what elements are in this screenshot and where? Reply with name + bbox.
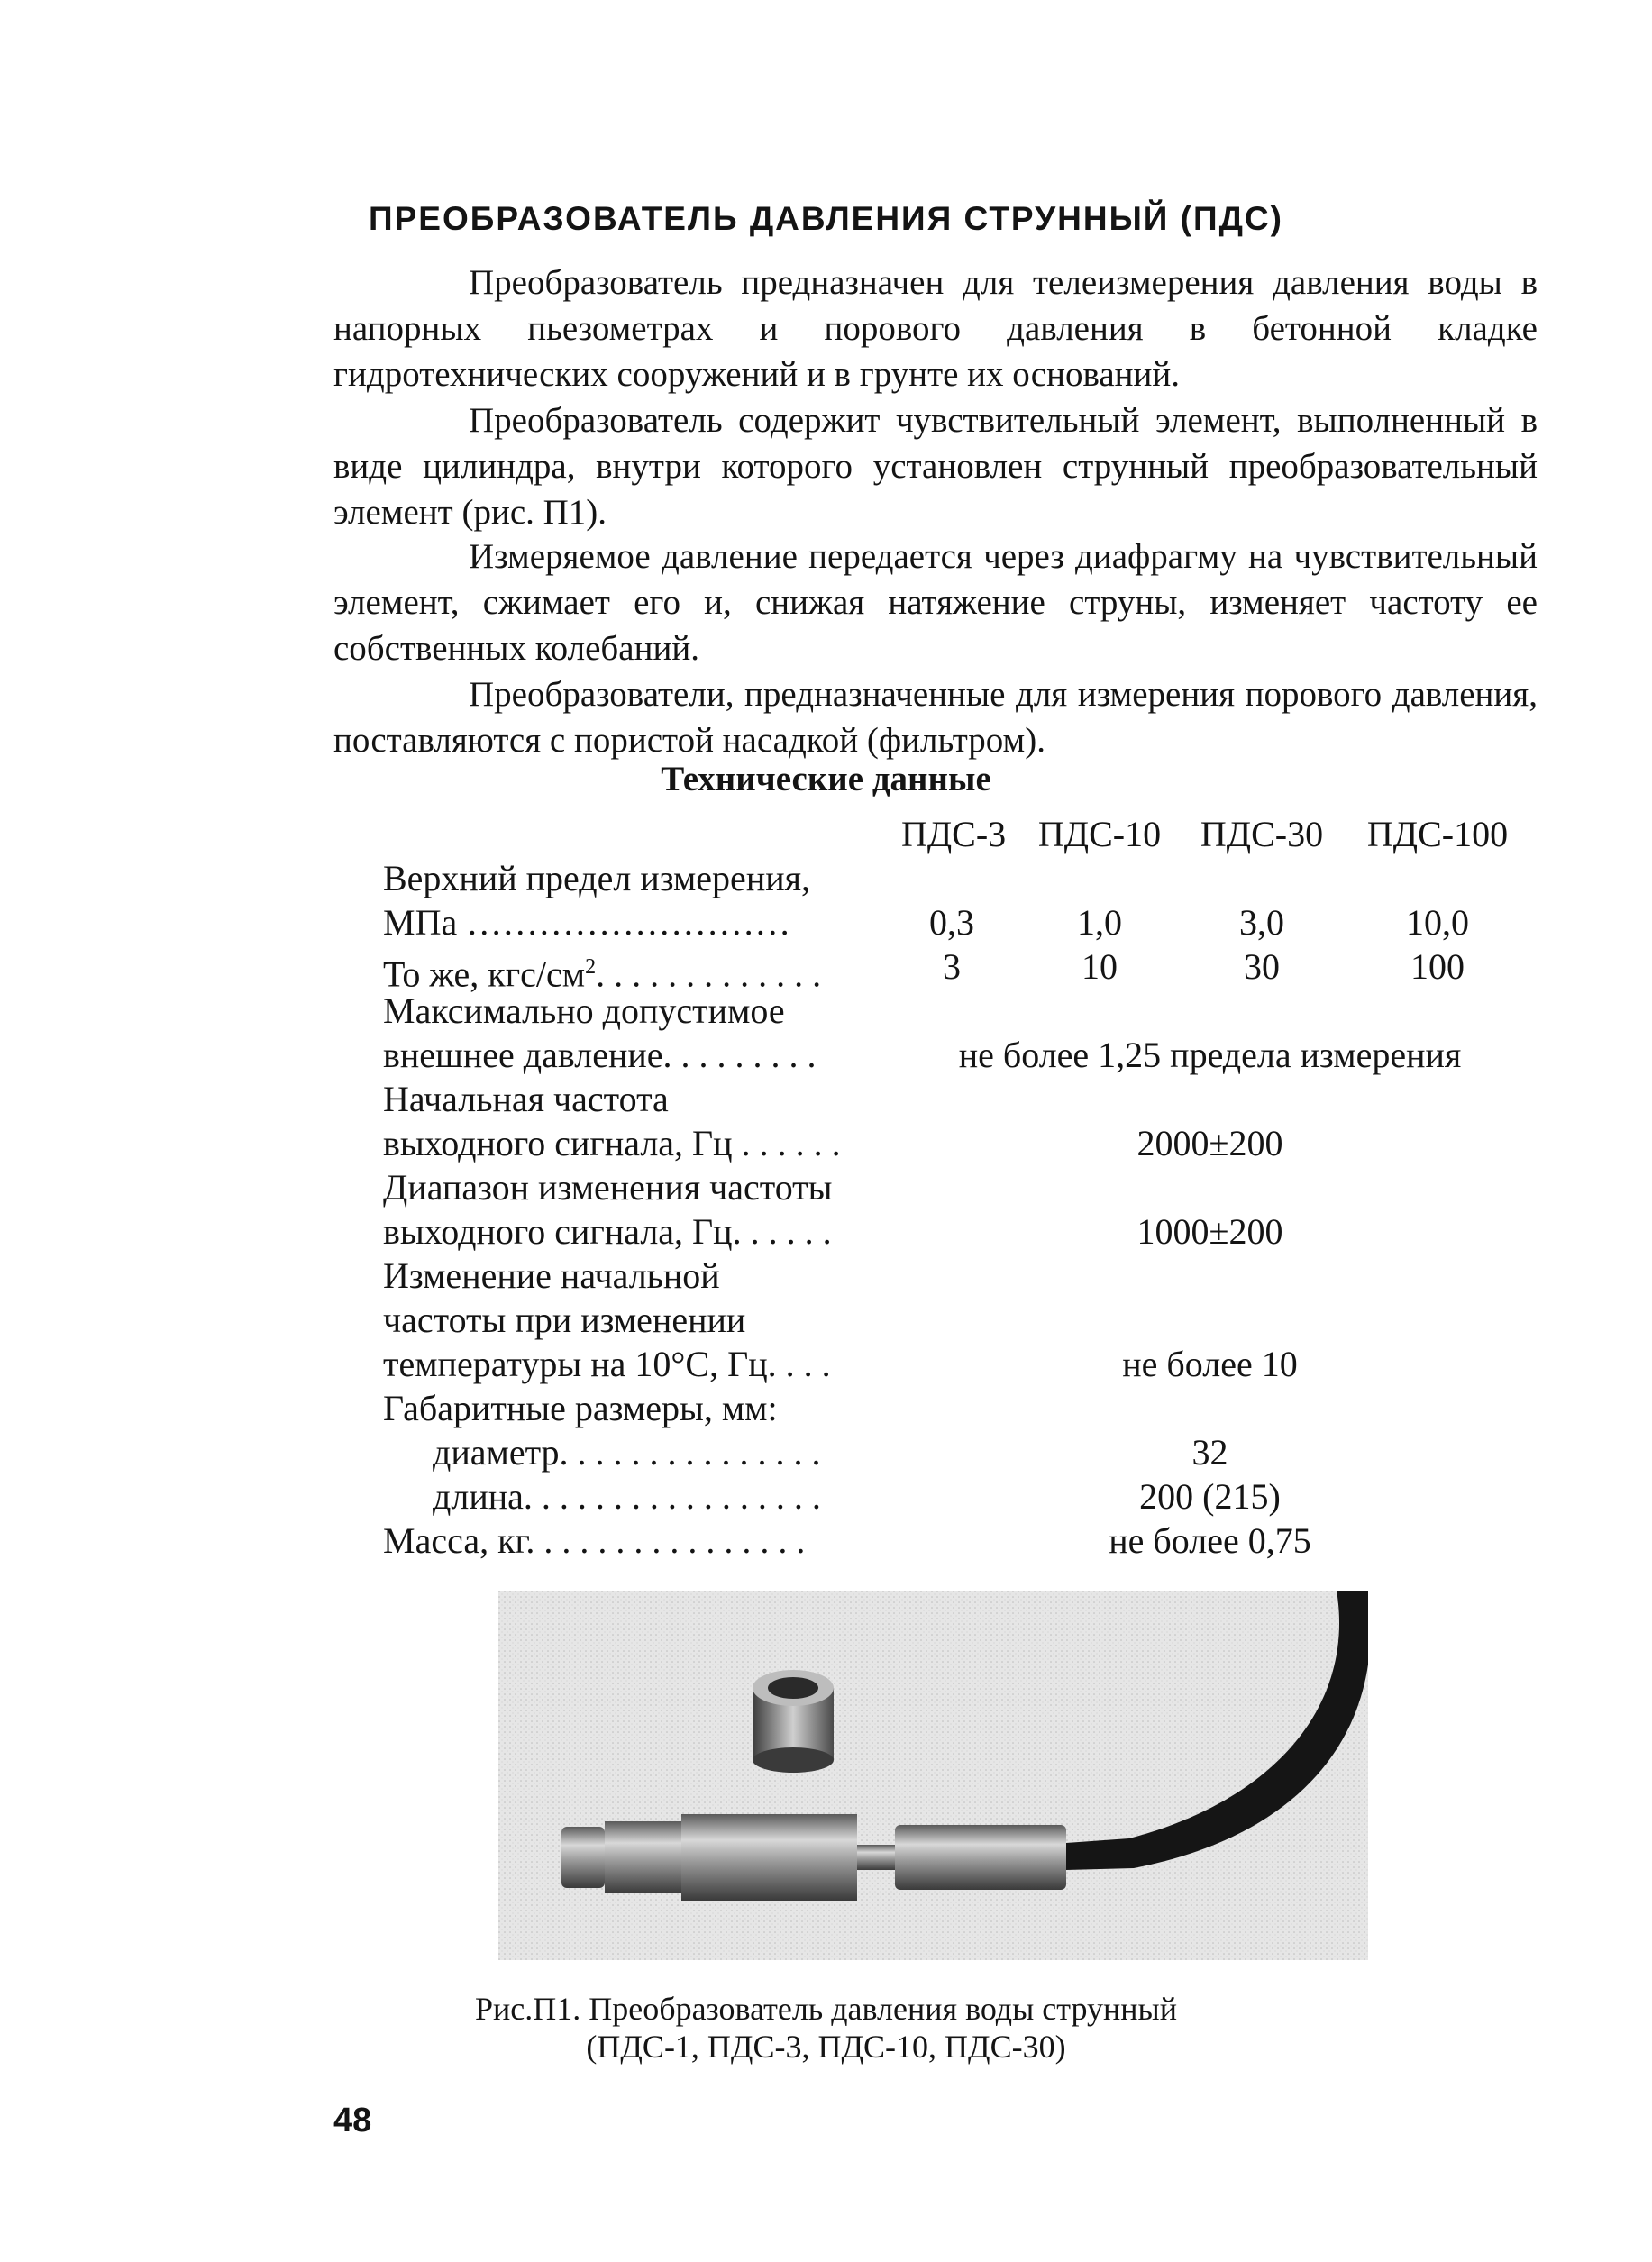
column-header: ПДС-3 xyxy=(901,814,1007,854)
page-title: ПРЕОБРАЗОВАТЕЛЬ ДАВЛЕНИЯ СТРУННЫЙ (ПДС) xyxy=(369,200,1283,237)
spec-label: То же, кгс/$см^2$. . . . . . . . . . . . . xyxy=(383,953,822,995)
spec-value: 3 xyxy=(943,946,961,987)
sensor-photo xyxy=(498,1591,1368,1960)
spec-label: МПа ……………………… xyxy=(383,902,791,943)
spec-value: 1000±200 xyxy=(1136,1211,1283,1252)
spec-label: длина. . . . . . . . . . . . . . . . . xyxy=(433,1476,821,1517)
spec-value: 10,0 xyxy=(1406,902,1469,943)
spec-label: Максимально допустимое xyxy=(383,990,785,1031)
spec-label: температуры на 10°С, Гц. . . . xyxy=(383,1344,831,1384)
spec-value: 10 xyxy=(1082,946,1118,987)
spec-value: 0,3 xyxy=(929,902,974,943)
figure-caption xyxy=(0,1990,1652,2066)
column-header: ПДС-100 xyxy=(1366,814,1509,854)
caption-line: Рис.П1. Преобразователь давления воды струнный xyxy=(475,1991,1177,2027)
paragraph-operation: Измеряемое давление передается через диафрагму на чувствительный элемент, сжимает его и, снижая натяжение струны, изменяет частоту ее собственных колебаний. xyxy=(333,537,1538,668)
column-header: ПДС-30 xyxy=(1200,814,1324,854)
spec-value: не более 10 xyxy=(1122,1344,1298,1384)
spec-label: Габаритные размеры, мм: xyxy=(383,1388,778,1428)
spec-label: Верхний предел измерения, xyxy=(383,858,811,898)
spec-value: 3,0 xyxy=(1239,902,1284,943)
spec-label: диаметр. . . . . . . . . . . . . . . xyxy=(433,1432,821,1473)
spec-value: 1,0 xyxy=(1077,902,1122,943)
section-title: Технические данные xyxy=(661,760,991,798)
spec-value: 200 (215) xyxy=(1139,1476,1281,1517)
filter-nozzle xyxy=(753,1670,834,1773)
spec-label: Масса, кг. . . . . . . . . . . . . . . . xyxy=(383,1520,806,1561)
spec-value: 100 xyxy=(1410,946,1465,987)
spec-label: выходного сигнала, Гц . . . . . . xyxy=(383,1123,841,1163)
page-number: 48 xyxy=(333,2102,372,2139)
spec-value: 2000±200 xyxy=(1136,1123,1283,1163)
spec-label: Изменение начальной xyxy=(383,1255,720,1296)
spec-label: Диапазон изменения частоты xyxy=(383,1167,833,1208)
spec-value: 32 xyxy=(1191,1432,1228,1473)
caption-line: (ПДС-1, ПДС-3, ПДС-10, ПДС-30) xyxy=(586,2029,1066,2065)
spec-label: выходного сигнала, Гц. . . . . . xyxy=(383,1211,832,1252)
photo-background xyxy=(498,1591,1368,1960)
spec-value: 30 xyxy=(1244,946,1280,987)
paragraph-purpose: Преобразователь предназначен для телеизмерения давления воды в напорных пьезометрах и порового давления в бетонной кладке гидротехнических сооружений и в грунте их оснований. xyxy=(333,263,1538,394)
spec-label: частоты при изменении xyxy=(383,1300,746,1340)
column-header: ПДС-10 xyxy=(1037,814,1162,854)
spec-label: внешнее давление. . . . . . . . . xyxy=(383,1035,817,1075)
paragraph-filter: Преобразователи, предназначенные для измерения порового давления, поставляются с пористой насадкой (фильтром). xyxy=(333,675,1538,760)
paragraph-construction: Преобразователь содержит чувствительный элемент, выполненный в виде цилиндра, внутри которого установлен струнный преобразовательный элемент (рис. П1). xyxy=(333,401,1538,532)
sensor-body xyxy=(561,1814,1066,1901)
spec-label: Начальная частота xyxy=(383,1079,669,1119)
spec-value: не более 1,25 предела измерения xyxy=(958,1035,1462,1075)
spec-value: не более 0,75 xyxy=(1109,1520,1311,1561)
